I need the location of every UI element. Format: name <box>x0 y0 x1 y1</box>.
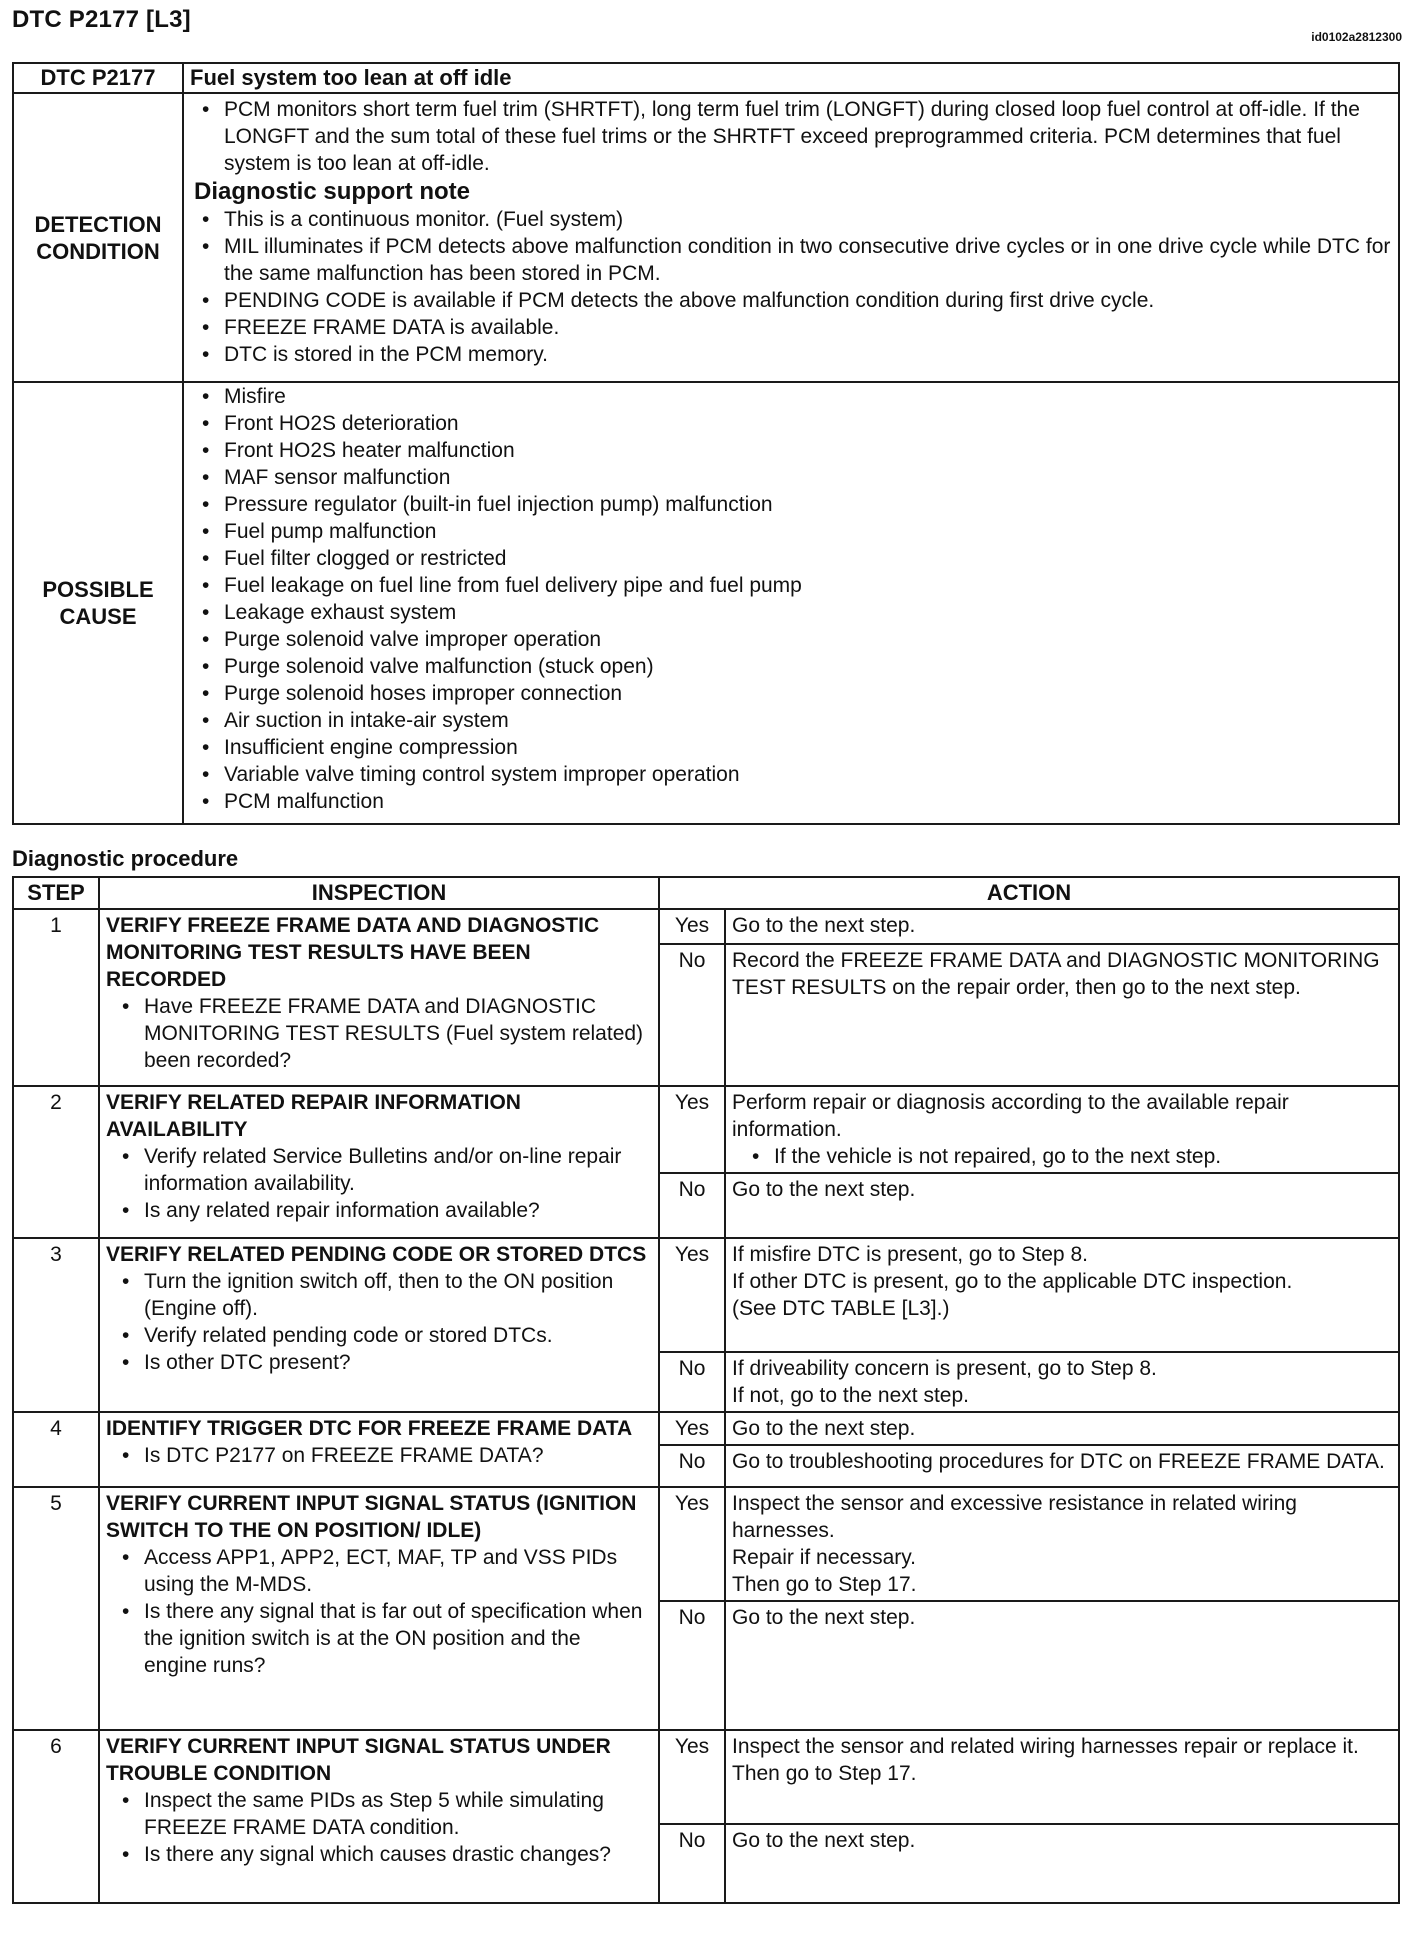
no-action-line: Go to the next step. <box>732 1606 916 1629</box>
cause-item: • Insufficient engine compression <box>194 734 1394 761</box>
step-check-item: • Is other DTC present? <box>114 1349 648 1376</box>
step-check-item: • Turn the ignition switch off, then to the ON position (Engine off). <box>114 1268 648 1322</box>
yes-action-line: Inspect the sensor and related wiring harnesses repair or replace it. <box>732 1735 1359 1758</box>
dtc-description: Fuel system too lean at off idle <box>183 63 1399 93</box>
cause-item: • Purge solenoid hoses improper connection <box>194 680 1394 707</box>
support-note-title: Diagnostic support note <box>194 178 470 205</box>
step-title: IDENTIFY TRIGGER DTC FOR FREEZE FRAME DATA <box>106 1417 633 1440</box>
step-title: VERIFY RELATED PENDING CODE OR STORED DTCS <box>106 1243 647 1266</box>
no-action-line: Record the FREEZE FRAME DATA and DIAGNOSTIC MONITORING TEST RESULTS on the repair order, then go to the next step. <box>732 949 1380 999</box>
step-check-list <box>106 1143 652 1224</box>
step-check-item: • Access APP1, APP2, ECT, MAF, TP and VSS PIDs using the M-MDS. <box>114 1544 648 1598</box>
yes-action-subitem: • If the vehicle is not repaired, go to the next step. <box>744 1143 1388 1170</box>
dtc-code: DTC P2177 <box>13 63 183 93</box>
step-title: VERIFY CURRENT INPUT SIGNAL STATUS UNDER TROUBLE CONDITION <box>106 1735 611 1785</box>
yes-action <box>725 1487 1399 1601</box>
yes-action <box>725 1086 1399 1173</box>
cause-label-line2: CAUSE <box>59 604 137 629</box>
cause-item: • Purge solenoid valve malfunction (stuck open) <box>194 653 1394 680</box>
yes-label: Yes <box>659 1238 725 1352</box>
cause-item: • PCM malfunction <box>194 788 1394 815</box>
step-check-list <box>106 1544 652 1679</box>
no-action <box>725 1173 1399 1238</box>
yes-action-sublist <box>732 1143 1392 1170</box>
yes-label: Yes <box>659 1412 725 1445</box>
step-inspection <box>99 909 659 1086</box>
step-check-list <box>106 1268 652 1376</box>
step-check-item: • Have FREEZE FRAME DATA and DIAGNOSTIC MONITORING TEST RESULTS (Fuel system related) been recorded? <box>114 993 648 1074</box>
no-label: No <box>659 1352 725 1412</box>
yes-label: Yes <box>659 909 725 944</box>
step-check-list <box>106 1787 652 1868</box>
cause-item: • Fuel leakage on fuel line from fuel delivery pipe and fuel pump <box>194 572 1394 599</box>
dtc-info-table <box>12 62 1400 825</box>
no-action-line: Go to the next step. <box>732 1829 916 1852</box>
support-note-item: • DTC is stored in the PCM memory. <box>194 341 1394 368</box>
document-id: id0102a2812300 <box>1311 30 1402 44</box>
step-row-yes <box>13 909 1399 944</box>
cause-item: • Purge solenoid valve improper operation <box>194 626 1394 653</box>
cause-label-line1: POSSIBLE <box>42 577 154 602</box>
step-check-item: • Verify related pending code or stored DTCs. <box>114 1322 648 1349</box>
step-check-item: • Is any related repair information available? <box>114 1197 648 1224</box>
no-label: No <box>659 1173 725 1238</box>
dtc-header-row <box>13 63 1399 93</box>
yes-label: Yes <box>659 1487 725 1601</box>
yes-action-line: Go to the next step. <box>732 914 916 937</box>
step-inspection <box>99 1086 659 1238</box>
no-action <box>725 1445 1399 1487</box>
yes-label: Yes <box>659 1730 725 1824</box>
procedure-table <box>12 876 1400 1904</box>
detection-summary-list <box>184 96 1398 177</box>
step-number: 2 <box>13 1086 99 1238</box>
procedure-body <box>13 909 1399 1903</box>
procedure-header-row <box>13 877 1399 909</box>
step-row-yes <box>13 1238 1399 1352</box>
detection-label-line2: CONDITION <box>36 238 160 264</box>
step-check-item: • Verify related Service Bulletins and/or on-line repair information availability. <box>114 1143 648 1197</box>
step-inspection <box>99 1412 659 1487</box>
step-check-list <box>106 1442 652 1469</box>
detection-row <box>13 93 1399 382</box>
no-label: No <box>659 1445 725 1487</box>
no-label: No <box>659 1824 725 1903</box>
step-row-yes <box>13 1086 1399 1173</box>
step-inspection <box>99 1487 659 1730</box>
cause-item: • MAF sensor malfunction <box>194 464 1394 491</box>
no-label: No <box>659 944 725 1086</box>
step-check-list <box>106 993 652 1074</box>
yes-action-line: Repair if necessary. <box>732 1546 917 1569</box>
yes-action <box>725 1412 1399 1445</box>
step-check-item: • Is there any signal which causes drastic changes? <box>114 1841 648 1868</box>
page-title: DTC P2177 [L3] <box>12 6 191 33</box>
detection-content <box>183 93 1399 382</box>
step-row-yes <box>13 1730 1399 1824</box>
step-check-item: • Inspect the same PIDs as Step 5 while simulating FREEZE FRAME DATA condition. <box>114 1787 648 1841</box>
cause-item: • Air suction in intake-air system <box>194 707 1394 734</box>
step-number: 1 <box>13 909 99 1086</box>
yes-action <box>725 1238 1399 1352</box>
step-check-item: • Is there any signal that is far out of specification when the ignition switch is at the ON position and the engine runs? <box>114 1598 648 1679</box>
step-inspection <box>99 1730 659 1903</box>
support-note-item: • MIL illuminates if PCM detects above malfunction condition in two consecutive drive cycles or in one drive cycle while DTC for the same malfunction has been stored in PCM. <box>194 233 1394 287</box>
no-action <box>725 1601 1399 1730</box>
support-note-item: • This is a continuous monitor. (Fuel system) <box>194 206 1394 233</box>
support-note-item: • PENDING CODE is available if PCM detects the above malfunction condition during first drive cycle. <box>194 287 1394 314</box>
yes-action-line: Then go to Step 17. <box>732 1573 917 1596</box>
cause-row <box>13 382 1399 824</box>
no-action <box>725 944 1399 1086</box>
header-inspection: INSPECTION <box>99 877 659 909</box>
cause-item: • Leakage exhaust system <box>194 599 1394 626</box>
cause-content <box>183 382 1399 824</box>
yes-action-line: Inspect the sensor and excessive resistance in related wiring harnesses. <box>732 1492 1297 1542</box>
procedure-title: Diagnostic procedure <box>12 846 239 871</box>
step-number: 4 <box>13 1412 99 1487</box>
cause-item: • Fuel pump malfunction <box>194 518 1394 545</box>
possible-causes-list <box>184 383 1398 815</box>
cause-item: • Misfire <box>194 383 1394 410</box>
cause-label <box>13 382 183 824</box>
no-action <box>725 1824 1399 1903</box>
yes-action-line: If misfire DTC is present, go to Step 8. <box>732 1243 1088 1266</box>
detection-summary: • PCM monitors short term fuel trim (SHRTFT), long term fuel trim (LONGFT) during closed loop fuel control at off-idle. If the LONGFT and the sum total of these fuel trims or the SHRTFT exceed preprogrammed criteria. PCM determines that fuel system is too lean at off-idle. <box>194 96 1394 177</box>
yes-action-line: Perform repair or diagnosis according to the available repair information. <box>732 1091 1289 1141</box>
cause-item: • Front HO2S heater malfunction <box>194 437 1394 464</box>
detection-label <box>13 93 183 382</box>
yes-action <box>725 1730 1399 1824</box>
step-row-yes <box>13 1487 1399 1601</box>
step-title: VERIFY CURRENT INPUT SIGNAL STATUS (IGNITION SWITCH TO THE ON POSITION/ IDLE) <box>106 1492 637 1542</box>
yes-action-line: (See DTC TABLE [L3].) <box>732 1297 950 1320</box>
detection-label-line1: DETECTION <box>34 211 162 237</box>
no-action-line: Go to troubleshooting procedures for DTC on FREEZE FRAME DATA. <box>732 1450 1385 1473</box>
step-row-yes <box>13 1412 1399 1445</box>
step-inspection <box>99 1238 659 1412</box>
no-action-line: If driveability concern is present, go to Step 8. <box>732 1357 1157 1380</box>
cause-item: • Front HO2S deterioration <box>194 410 1394 437</box>
cause-item: • Pressure regulator (built-in fuel injection pump) malfunction <box>194 491 1394 518</box>
yes-action-line: Go to the next step. <box>732 1417 916 1440</box>
yes-label: Yes <box>659 1086 725 1173</box>
yes-action-line: Then go to Step 17. <box>732 1762 917 1785</box>
step-title: VERIFY RELATED REPAIR INFORMATION AVAILABILITY <box>106 1091 521 1141</box>
no-action-line: Go to the next step. <box>732 1178 916 1201</box>
no-action <box>725 1352 1399 1412</box>
no-label: No <box>659 1601 725 1730</box>
support-note-item: • FREEZE FRAME DATA is available. <box>194 314 1394 341</box>
step-number: 6 <box>13 1730 99 1903</box>
yes-action-line: If other DTC is present, go to the applicable DTC inspection. <box>732 1270 1293 1293</box>
step-number: 5 <box>13 1487 99 1730</box>
header-step: STEP <box>13 877 99 909</box>
header-action: ACTION <box>659 877 1399 909</box>
yes-action <box>725 909 1399 944</box>
cause-item: • Fuel filter clogged or restricted <box>194 545 1394 572</box>
no-action-line: If not, go to the next step. <box>732 1384 969 1407</box>
step-title: VERIFY FREEZE FRAME DATA AND DIAGNOSTIC MONITORING TEST RESULTS HAVE BEEN RECORDED <box>106 914 600 991</box>
support-notes-list <box>184 206 1398 368</box>
step-number: 3 <box>13 1238 99 1412</box>
step-check-item: • Is DTC P2177 on FREEZE FRAME DATA? <box>114 1442 648 1469</box>
cause-item: • Variable valve timing control system improper operation <box>194 761 1394 788</box>
